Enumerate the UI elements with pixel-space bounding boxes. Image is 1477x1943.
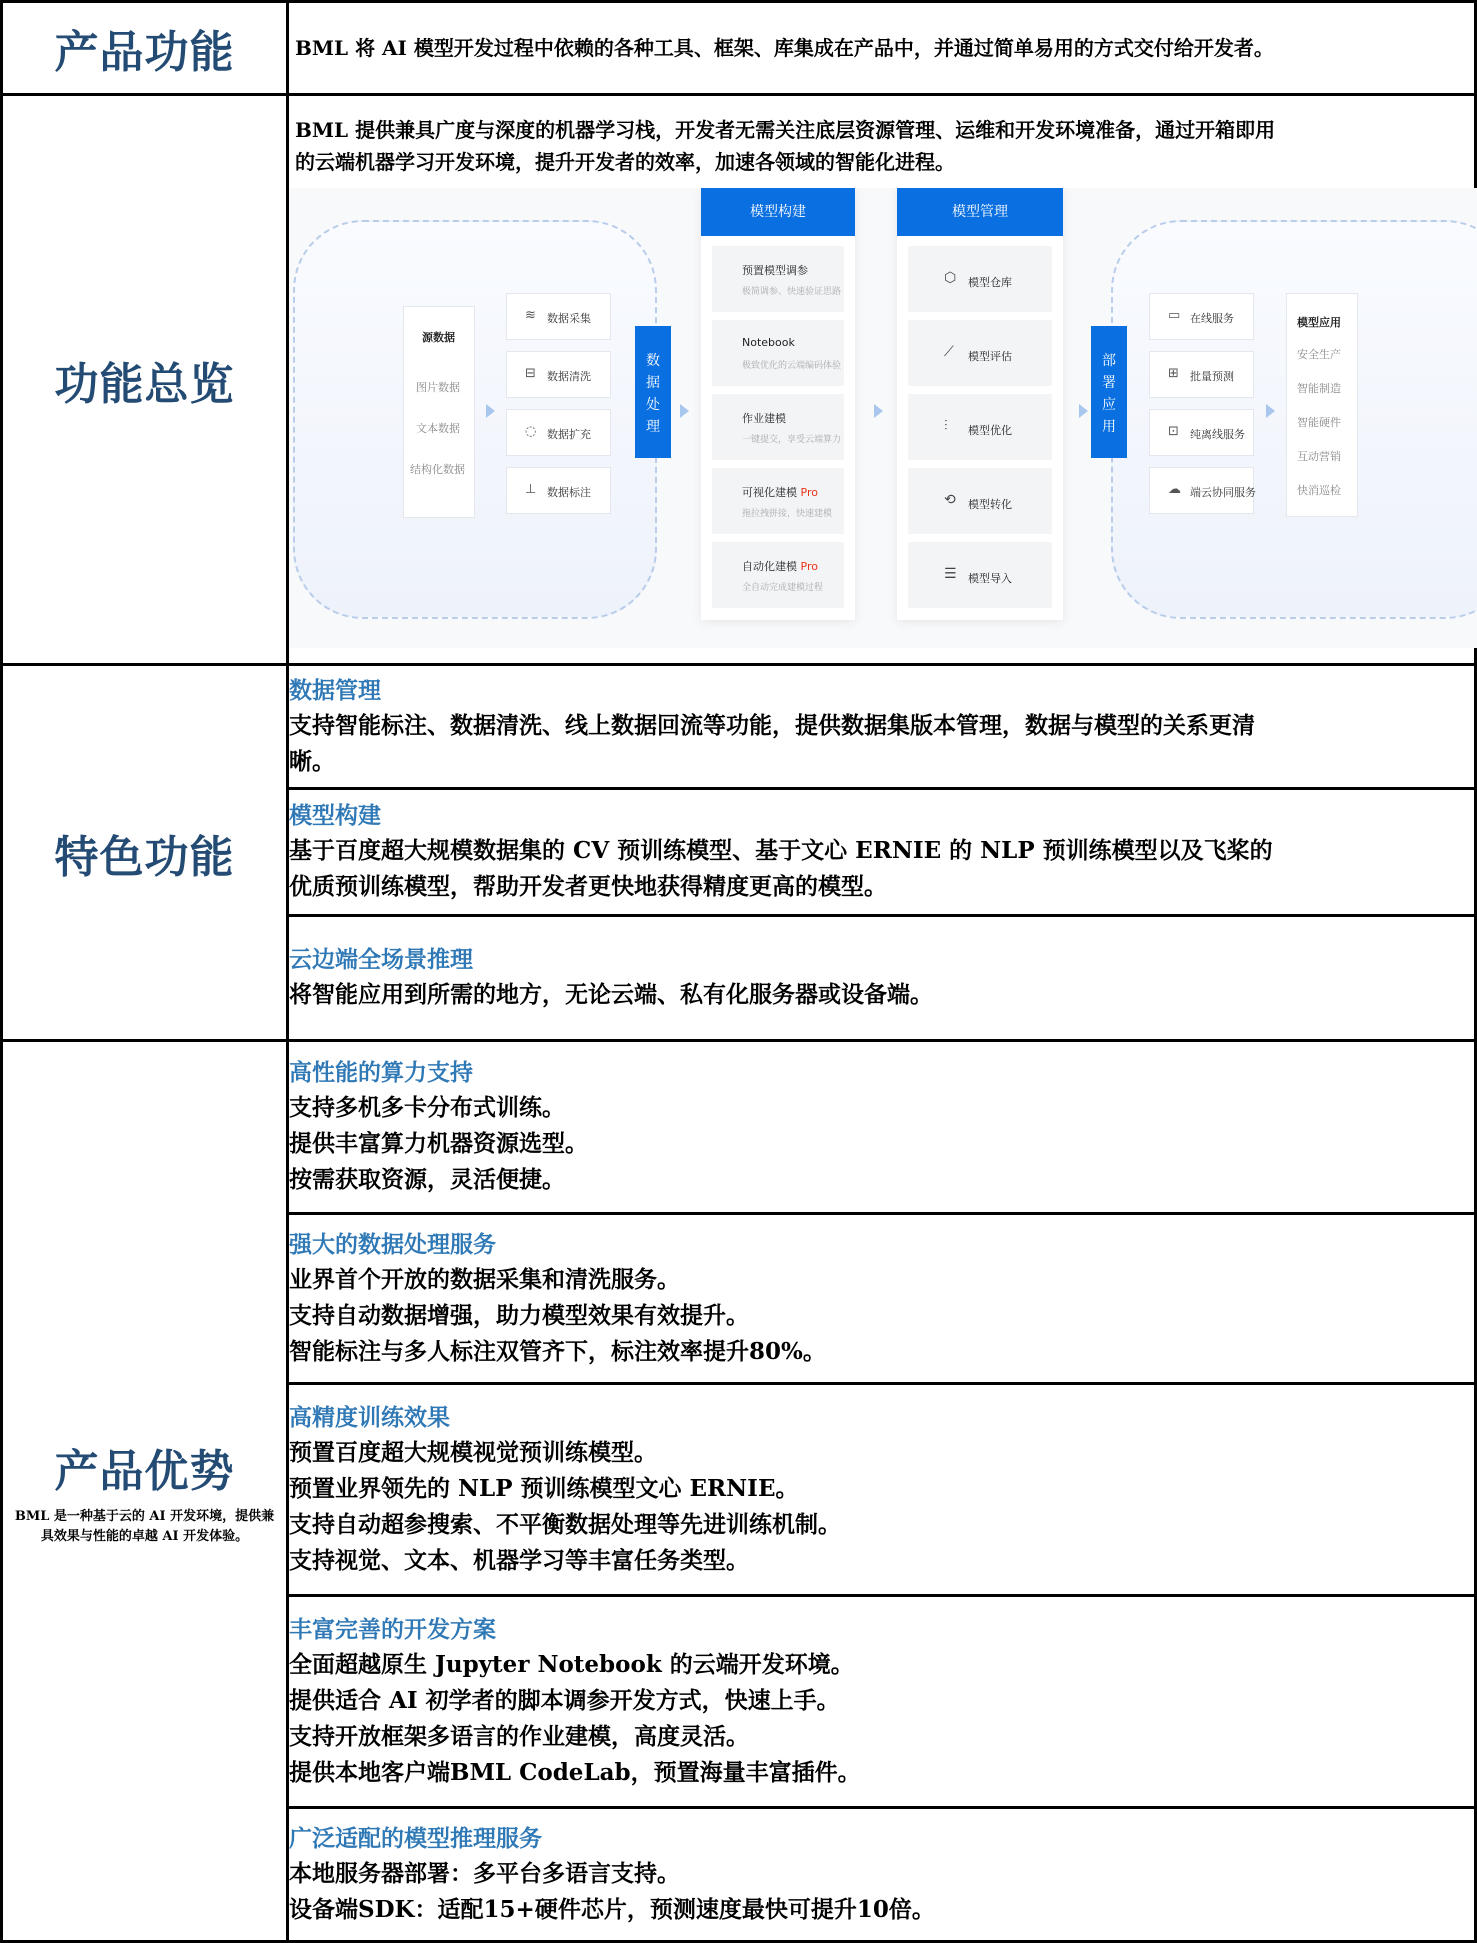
model-build-item [712, 542, 844, 608]
cloud-edge-icon: ☁ [1168, 482, 1181, 497]
data-tool-box [506, 351, 611, 398]
product-function-text: BML 将 AI 模型开发过程中依赖的各种工具、框架、库集成在产品中，并通过简单易用的方式交付给开发者。 [295, 36, 1274, 60]
source-header: 源数据 [422, 331, 455, 344]
service-box: ⊞ 批量预测 [1149, 351, 1254, 398]
flow-arrow [486, 404, 495, 418]
offline-icon: ⊡ [1168, 424, 1179, 439]
data-tool-label: 数据标注 [547, 486, 591, 499]
expand-icon: ◌ [525, 424, 537, 439]
flow-arrow [1079, 404, 1088, 418]
advantage-body: 本地服务器部署：多平台多语言支持。 设备端SDK：适配15+硬件芯片，预测速度最快可提升10倍。 [289, 1859, 935, 1923]
application-item: 快消巡检 [1297, 484, 1341, 497]
sliders-icon: ⫶ [944, 418, 948, 434]
service-box: ⊡ 纯离线服务 [1149, 409, 1254, 456]
advantage-title: 高精度训练效果 [289, 1403, 450, 1431]
overview-content [288, 95, 1476, 665]
model-manage-item: ⬡ 模型仓库 [908, 246, 1052, 312]
feature-body: 支持智能标注、数据清洗、线上数据回流等功能，提供数据集版本管理，数据与模型的关系更清 晰。 [289, 711, 1255, 775]
online-icon: ▭ [1168, 308, 1181, 323]
item-title: 自动化建模 Pro [742, 560, 818, 573]
item-desc: 极简调参、快速验证思路 [742, 287, 842, 297]
feature-title: 模型构建 [289, 802, 381, 829]
data-processing-label: 数据处理 [646, 353, 660, 435]
flow-arrow [874, 404, 883, 418]
model-build-item [712, 394, 844, 460]
item-title: 可视化建模 Pro [742, 486, 818, 499]
section-title: 产品功能 [54, 27, 235, 78]
data-tool-box [506, 293, 611, 340]
feature-cell [288, 789, 1476, 916]
model-build-header: 模型构建 [701, 188, 855, 236]
advantage-cell [288, 1384, 1476, 1596]
advantage-title: 强大的数据处理服务 [289, 1230, 496, 1258]
data-tool-box [506, 409, 611, 456]
item-desc: 全自动完成建模过程 [742, 583, 824, 593]
section-title: 功能总览 [54, 358, 235, 410]
item-desc: 极致优化的云端编码体验 [742, 361, 842, 371]
flow-arrow [680, 404, 689, 418]
batch-icon: ⊞ [1168, 366, 1179, 381]
service-box: ☁ 端云协同服务 [1149, 467, 1254, 514]
model-manage-item: ⫶ 模型优化 [908, 394, 1052, 460]
section-label-features [2, 665, 288, 1041]
model-build-item [712, 246, 844, 312]
service-box: ▭ 在线服务 [1149, 293, 1254, 340]
application-item: 互动营销 [1297, 450, 1341, 463]
advantage-body: 业界首个开放的数据采集和清洗服务。 支持自动数据增强，助力模型效果有效提升。 智能标注与多人标注双管齐下，标注效率提升80%。 [289, 1265, 826, 1365]
advantage-body: 支持多机多卡分布式训练。 提供丰富算力机器资源选型。 按需获取资源，灵活便捷。 [289, 1094, 588, 1193]
item-desc: 一键提交，享受云端算力 [742, 435, 842, 445]
overview-text [289, 96, 1474, 188]
application-item: 安全生产 [1297, 348, 1341, 361]
advantage-cell [288, 1041, 1476, 1214]
cube-icon: ⬡ [944, 270, 957, 286]
deploy-label: 部署应用 [1102, 353, 1116, 435]
data-tool-box [506, 467, 611, 514]
chart-icon: ⟋ [944, 344, 954, 360]
application-item: 智能硬件 [1297, 416, 1341, 429]
advantage-title: 广泛适配的模型推理服务 [289, 1824, 542, 1852]
model-build-item [712, 468, 844, 534]
feature-cell [288, 665, 1476, 789]
feature-body: 基于百度超大规模数据集的 CV 预训练模型、基于文心 ERNIE 的 NLP 预训练模型以及飞桨的 优质预训练模型，帮助开发者更快地获得精度更高的模型。 [289, 837, 1273, 900]
feature-body: 将智能应用到所需的地方，无论云端、私有化服务器或设备端。 [289, 981, 933, 1008]
application-box [1286, 293, 1358, 517]
item-desc: 拖拉拽拼接，快速建模 [742, 509, 833, 519]
section-subtitle: BML 是一种基于云的 AI 开发环境，提供兼具效果与性能的卓越 AI 开发体验。 [14, 1509, 275, 1544]
advantage-body: 全面超越原生 Jupyter Notebook 的云端开发环境。 提供适合 AI 初学者的脚本调参开发方式，快速上手。 支持开放框架多语言的作业建模，高度灵活。 提供本地客户端BML CodeLab，预置海量丰富插件。 [289, 1650, 861, 1786]
advantage-cell [288, 1808, 1476, 1942]
section-label-product-function [2, 2, 288, 95]
section-title: 特色功能 [54, 831, 235, 883]
text-line: 的云端机器学习开发环境，提升开发者的效率，加速各领域的智能化进程。 [295, 150, 955, 174]
model-manage-item: ⟲ 模型转化 [908, 468, 1052, 534]
application-item: 智能制造 [1297, 382, 1341, 395]
text-line: BML 提供兼具广度与深度的机器学习栈，开发者无需关注底层资源管理、运维和开发环境准备，通过开箱即用 [295, 118, 1276, 142]
feature-title: 数据管理 [289, 676, 381, 704]
feature-cell [288, 916, 1476, 1041]
source-item: 结构化数据 [410, 463, 465, 476]
advantage-title: 高性能的算力支持 [289, 1059, 473, 1086]
model-manage-item: ⟋ 模型评估 [908, 320, 1052, 386]
advantage-body: 预置百度超大规模视觉预训练模型。 预置业界领先的 NLP 预训练模型文心 ERNIE。 支持自动超参搜索、不平衡数据处理等先进训练机制。 支持视觉、文本、机器学习等丰富任务类型。 [289, 1438, 841, 1574]
advantage-title: 丰富完善的开发方案 [289, 1615, 496, 1643]
item-title: Notebook [742, 336, 795, 349]
data-tool-label: 数据采集 [547, 312, 591, 325]
advantage-cell [288, 1596, 1476, 1808]
source-data-box [403, 306, 475, 518]
data-tool-label: 数据扩充 [547, 428, 591, 441]
deploy-bar [1091, 326, 1127, 458]
data-processing-bar [635, 326, 671, 458]
section-label-overview [2, 95, 288, 665]
feature-title: 云边端全场景推理 [289, 946, 473, 973]
clean-icon: ⊟ [525, 366, 536, 381]
item-title: 预置模型调参 [742, 264, 808, 277]
source-item: 图片数据 [416, 381, 460, 394]
advantage-cell [288, 1214, 1476, 1384]
section-label-advantages [2, 1041, 288, 1942]
source-item: 文本数据 [416, 422, 460, 435]
model-manage-item: ☰ 模型导入 [908, 542, 1052, 608]
overview-diagram [289, 188, 1477, 648]
model-manage-card [897, 188, 1063, 620]
tag-icon: ⊥ [525, 482, 537, 497]
layers-icon: ≋ [525, 308, 536, 323]
item-title: 作业建模 [742, 412, 786, 425]
model-manage-header: 模型管理 [897, 188, 1063, 236]
application-header: 模型应用 [1297, 316, 1341, 329]
flow-arrow [1266, 404, 1275, 418]
section-title: 产品优势 [54, 1446, 235, 1497]
model-build-item [712, 320, 844, 386]
convert-icon: ⟲ [944, 492, 956, 508]
import-icon: ☰ [944, 566, 957, 582]
product-function-content [288, 2, 1476, 95]
data-tool-label: 数据清洗 [547, 370, 591, 383]
model-build-card [701, 188, 855, 620]
